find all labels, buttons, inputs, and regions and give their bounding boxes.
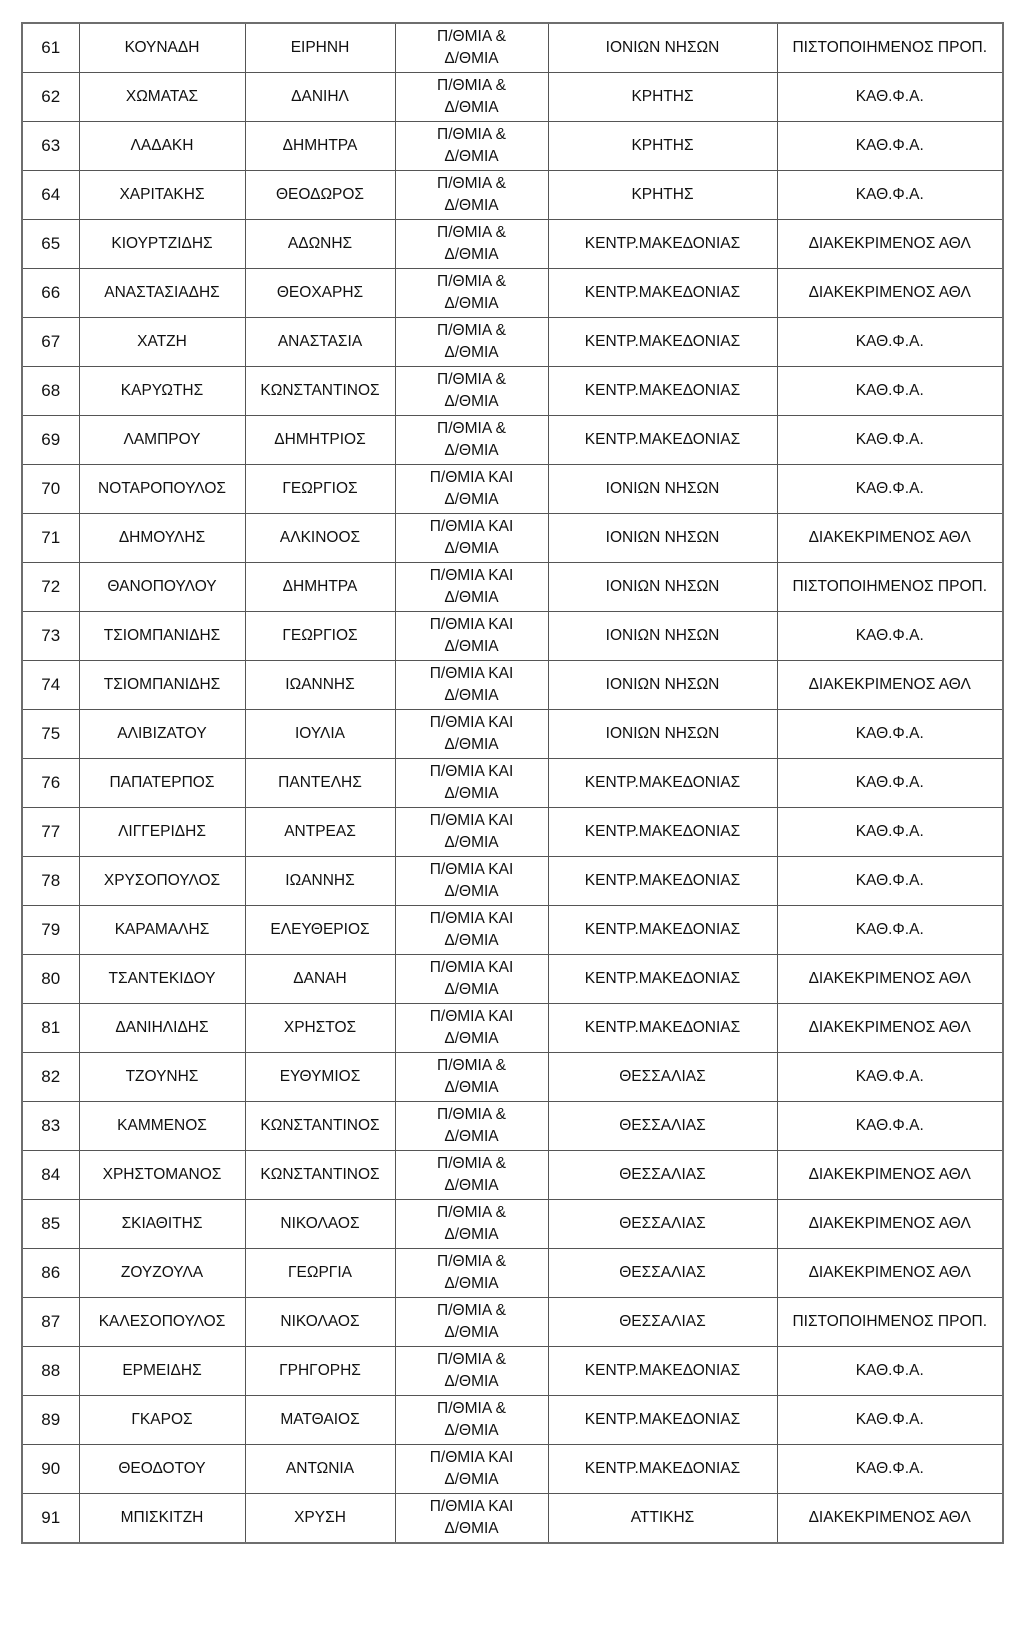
cell-first-name: ΙΩΑΝΝΗΣ (245, 857, 395, 906)
cell-region: ΚΕΝΤΡ.ΜΑΚΕΔΟΝΙΑΣ (548, 220, 777, 269)
cell-row-number: 85 (22, 1200, 79, 1249)
cell-education-level: Π/ΘΜΙΑ ΚΑΙ Δ/ΘΜΙΑ (395, 710, 548, 759)
table-row (22, 73, 1003, 122)
cell-region: ΘΕΣΣΑΛΙΑΣ (548, 1249, 777, 1298)
cell-surname: ΚΑΡΑΜΑΛΗΣ (79, 906, 245, 955)
cell-education-level: Π/ΘΜΙΑ & Δ/ΘΜΙΑ (395, 367, 548, 416)
cell-category: ΔΙΑΚΕΚΡΙΜΕΝΟΣ ΑΘΛ (777, 220, 1003, 269)
cell-first-name: ΕΙΡΗΝΗ (245, 23, 395, 73)
table-row (22, 857, 1003, 906)
cell-surname: ΚΑΡΥΩΤΗΣ (79, 367, 245, 416)
cell-category: ΔΙΑΚΕΚΡΙΜΕΝΟΣ ΑΘΛ (777, 1151, 1003, 1200)
table-row (22, 906, 1003, 955)
cell-category: ΚΑΘ.Φ.Α. (777, 1053, 1003, 1102)
cell-surname: ΑΝΑΣΤΑΣΙΑΔΗΣ (79, 269, 245, 318)
cell-category: ΚΑΘ.Φ.Α. (777, 1102, 1003, 1151)
cell-education-level: Π/ΘΜΙΑ & Δ/ΘΜΙΑ (395, 171, 548, 220)
cell-first-name: ΚΩΝΣΤΑΝΤΙΝΟΣ (245, 1151, 395, 1200)
cell-category: ΚΑΘ.Φ.Α. (777, 808, 1003, 857)
cell-surname: ΧΑΡΙΤΑΚΗΣ (79, 171, 245, 220)
cell-surname: ΚΑΜΜΕΝΟΣ (79, 1102, 245, 1151)
cell-education-level: Π/ΘΜΙΑ & Δ/ΘΜΙΑ (395, 1053, 548, 1102)
table-row (22, 955, 1003, 1004)
cell-row-number: 74 (22, 661, 79, 710)
table-row (22, 710, 1003, 759)
cell-row-number: 75 (22, 710, 79, 759)
cell-education-level: Π/ΘΜΙΑ ΚΑΙ Δ/ΘΜΙΑ (395, 759, 548, 808)
cell-region: ΙΟΝΙΩΝ ΝΗΣΩΝ (548, 563, 777, 612)
table-row (22, 122, 1003, 171)
cell-first-name: ΑΝΑΣΤΑΣΙΑ (245, 318, 395, 367)
cell-region: ΚΕΝΤΡ.ΜΑΚΕΔΟΝΙΑΣ (548, 1396, 777, 1445)
table-row (22, 171, 1003, 220)
cell-category: ΚΑΘ.Φ.Α. (777, 367, 1003, 416)
table-row (22, 1347, 1003, 1396)
cell-surname: ΚΟΥΝΑΔΗ (79, 23, 245, 73)
cell-first-name: ΙΩΑΝΝΗΣ (245, 661, 395, 710)
cell-region: ΙΟΝΙΩΝ ΝΗΣΩΝ (548, 710, 777, 759)
cell-surname: ΚΑΛΕΣΟΠΟΥΛΟΣ (79, 1298, 245, 1347)
cell-surname: ΔΑΝΙΗΛΙΔΗΣ (79, 1004, 245, 1053)
cell-education-level: Π/ΘΜΙΑ & Δ/ΘΜΙΑ (395, 1200, 548, 1249)
table-row (22, 1396, 1003, 1445)
cell-region: ΚΕΝΤΡ.ΜΑΚΕΔΟΝΙΑΣ (548, 318, 777, 367)
cell-category: ΔΙΑΚΕΚΡΙΜΕΝΟΣ ΑΘΛ (777, 955, 1003, 1004)
cell-surname: ΛΑΔΑΚΗ (79, 122, 245, 171)
table-row (22, 1151, 1003, 1200)
cell-region: ΙΟΝΙΩΝ ΝΗΣΩΝ (548, 661, 777, 710)
cell-row-number: 72 (22, 563, 79, 612)
cell-region: ΘΕΣΣΑΛΙΑΣ (548, 1151, 777, 1200)
cell-first-name: ΔΗΜΗΤΡΑ (245, 122, 395, 171)
cell-education-level: Π/ΘΜΙΑ ΚΑΙ Δ/ΘΜΙΑ (395, 563, 548, 612)
cell-row-number: 62 (22, 73, 79, 122)
table-row (22, 318, 1003, 367)
cell-row-number: 84 (22, 1151, 79, 1200)
cell-category: ΚΑΘ.Φ.Α. (777, 73, 1003, 122)
cell-education-level: Π/ΘΜΙΑ & Δ/ΘΜΙΑ (395, 122, 548, 171)
cell-category: ΚΑΘ.Φ.Α. (777, 122, 1003, 171)
cell-region: ΙΟΝΙΩΝ ΝΗΣΩΝ (548, 23, 777, 73)
cell-category: ΔΙΑΚΕΚΡΙΜΕΝΟΣ ΑΘΛ (777, 269, 1003, 318)
cell-row-number: 76 (22, 759, 79, 808)
cell-first-name: ΝΙΚΟΛΑΟΣ (245, 1200, 395, 1249)
table-row (22, 1102, 1003, 1151)
cell-first-name: ΧΡΥΣΗ (245, 1494, 395, 1544)
cell-surname: ΓΚΑΡΟΣ (79, 1396, 245, 1445)
cell-category: ΠΙΣΤΟΠΟΙΗΜΕΝΟΣ ΠΡΟΠ. (777, 1298, 1003, 1347)
table-row (22, 416, 1003, 465)
cell-row-number: 65 (22, 220, 79, 269)
cell-first-name: ΠΑΝΤΕΛΗΣ (245, 759, 395, 808)
cell-first-name: ΜΑΤΘΑΙΟΣ (245, 1396, 395, 1445)
cell-category: ΚΑΘ.Φ.Α. (777, 465, 1003, 514)
cell-row-number: 71 (22, 514, 79, 563)
cell-first-name: ΑΛΚΙΝΟΟΣ (245, 514, 395, 563)
cell-region: ΚΕΝΤΡ.ΜΑΚΕΔΟΝΙΑΣ (548, 367, 777, 416)
cell-education-level: Π/ΘΜΙΑ & Δ/ΘΜΙΑ (395, 1396, 548, 1445)
cell-surname: ΤΖΟΥΝΗΣ (79, 1053, 245, 1102)
cell-category: ΔΙΑΚΕΚΡΙΜΕΝΟΣ ΑΘΛ (777, 1200, 1003, 1249)
cell-first-name: ΓΡΗΓΟΡΗΣ (245, 1347, 395, 1396)
table-row (22, 220, 1003, 269)
cell-row-number: 67 (22, 318, 79, 367)
cell-first-name: ΓΕΩΡΓΙΟΣ (245, 612, 395, 661)
cell-surname: ΤΣΙΟΜΠΑΝΙΔΗΣ (79, 612, 245, 661)
cell-education-level: Π/ΘΜΙΑ & Δ/ΘΜΙΑ (395, 1249, 548, 1298)
cell-education-level: Π/ΘΜΙΑ & Δ/ΘΜΙΑ (395, 1102, 548, 1151)
cell-surname: ΠΑΠΑΤΕΡΠΟΣ (79, 759, 245, 808)
cell-surname: ΖΟΥΖΟΥΛΑ (79, 1249, 245, 1298)
table-row (22, 563, 1003, 612)
cell-education-level: Π/ΘΜΙΑ ΚΑΙ Δ/ΘΜΙΑ (395, 661, 548, 710)
cell-education-level: Π/ΘΜΙΑ ΚΑΙ Δ/ΘΜΙΑ (395, 955, 548, 1004)
cell-region: ΚΕΝΤΡ.ΜΑΚΕΔΟΝΙΑΣ (548, 906, 777, 955)
cell-row-number: 79 (22, 906, 79, 955)
cell-category: ΚΑΘ.Φ.Α. (777, 1396, 1003, 1445)
cell-category: ΠΙΣΤΟΠΟΙΗΜΕΝΟΣ ΠΡΟΠ. (777, 23, 1003, 73)
cell-region: ΘΕΣΣΑΛΙΑΣ (548, 1298, 777, 1347)
cell-region: ΚΕΝΤΡ.ΜΑΚΕΔΟΝΙΑΣ (548, 1347, 777, 1396)
cell-surname: ΤΣΙΟΜΠΑΝΙΔΗΣ (79, 661, 245, 710)
cell-surname: ΧΡΥΣΟΠΟΥΛΟΣ (79, 857, 245, 906)
cell-education-level: Π/ΘΜΙΑ ΚΑΙ Δ/ΘΜΙΑ (395, 906, 548, 955)
cell-education-level: Π/ΘΜΙΑ ΚΑΙ Δ/ΘΜΙΑ (395, 1494, 548, 1544)
cell-region: ΘΕΣΣΑΛΙΑΣ (548, 1053, 777, 1102)
cell-education-level: Π/ΘΜΙΑ & Δ/ΘΜΙΑ (395, 416, 548, 465)
table-row (22, 1298, 1003, 1347)
cell-education-level: Π/ΘΜΙΑ ΚΑΙ Δ/ΘΜΙΑ (395, 808, 548, 857)
cell-row-number: 66 (22, 269, 79, 318)
table-row (22, 1200, 1003, 1249)
cell-region: ΚΡΗΤΗΣ (548, 73, 777, 122)
table-row (22, 23, 1003, 73)
cell-education-level: Π/ΘΜΙΑ & Δ/ΘΜΙΑ (395, 220, 548, 269)
cell-education-level: Π/ΘΜΙΑ & Δ/ΘΜΙΑ (395, 1347, 548, 1396)
cell-row-number: 87 (22, 1298, 79, 1347)
cell-category: ΔΙΑΚΕΚΡΙΜΕΝΟΣ ΑΘΛ (777, 661, 1003, 710)
cell-region: ΚΡΗΤΗΣ (548, 171, 777, 220)
cell-education-level: Π/ΘΜΙΑ & Δ/ΘΜΙΑ (395, 73, 548, 122)
table-row (22, 808, 1003, 857)
cell-category: ΚΑΘ.Φ.Α. (777, 759, 1003, 808)
cell-row-number: 70 (22, 465, 79, 514)
cell-first-name: ΔΗΜΗΤΡΑ (245, 563, 395, 612)
cell-surname: ΘΕΟΔΟΤΟΥ (79, 1445, 245, 1494)
cell-first-name: ΙΟΥΛΙΑ (245, 710, 395, 759)
cell-category: ΚΑΘ.Φ.Α. (777, 318, 1003, 367)
cell-surname: ΧΡΗΣΤΟΜΑΝΟΣ (79, 1151, 245, 1200)
cell-education-level: Π/ΘΜΙΑ ΚΑΙ Δ/ΘΜΙΑ (395, 465, 548, 514)
cell-category: ΠΙΣΤΟΠΟΙΗΜΕΝΟΣ ΠΡΟΠ. (777, 563, 1003, 612)
cell-row-number: 63 (22, 122, 79, 171)
table-row (22, 514, 1003, 563)
cell-surname: ΜΠΙΣΚΙΤΖΗ (79, 1494, 245, 1544)
cell-education-level: Π/ΘΜΙΑ ΚΑΙ Δ/ΘΜΙΑ (395, 514, 548, 563)
cell-first-name: ΝΙΚΟΛΑΟΣ (245, 1298, 395, 1347)
table-row (22, 759, 1003, 808)
cell-category: ΔΙΑΚΕΚΡΙΜΕΝΟΣ ΑΘΛ (777, 1249, 1003, 1298)
cell-surname: ΔΗΜΟΥΛΗΣ (79, 514, 245, 563)
table-row (22, 1053, 1003, 1102)
cell-education-level: Π/ΘΜΙΑ & Δ/ΘΜΙΑ (395, 23, 548, 73)
cell-first-name: ΔΑΝΙΗΛ (245, 73, 395, 122)
cell-surname: ΑΛΙΒΙΖΑΤΟΥ (79, 710, 245, 759)
cell-category: ΔΙΑΚΕΚΡΙΜΕΝΟΣ ΑΘΛ (777, 1004, 1003, 1053)
table-row (22, 612, 1003, 661)
cell-first-name: ΓΕΩΡΓΙΑ (245, 1249, 395, 1298)
cell-region: ΚΕΝΤΡ.ΜΑΚΕΔΟΝΙΑΣ (548, 1445, 777, 1494)
cell-first-name: ΘΕΟΔΩΡΟΣ (245, 171, 395, 220)
cell-row-number: 82 (22, 1053, 79, 1102)
cell-first-name: ΑΝΤΡΕΑΣ (245, 808, 395, 857)
table-row (22, 465, 1003, 514)
cell-category: ΚΑΘ.Φ.Α. (777, 171, 1003, 220)
table-row (22, 1494, 1003, 1544)
cell-row-number: 77 (22, 808, 79, 857)
cell-category: ΚΑΘ.Φ.Α. (777, 1347, 1003, 1396)
table-row (22, 1445, 1003, 1494)
cell-region: ΚΕΝΤΡ.ΜΑΚΕΔΟΝΙΑΣ (548, 1004, 777, 1053)
cell-row-number: 89 (22, 1396, 79, 1445)
table-row (22, 367, 1003, 416)
cell-education-level: Π/ΘΜΙΑ ΚΑΙ Δ/ΘΜΙΑ (395, 1004, 548, 1053)
table-row (22, 1249, 1003, 1298)
cell-first-name: ΔΗΜΗΤΡΙΟΣ (245, 416, 395, 465)
cell-surname: ΤΣΑΝΤΕΚΙΔΟΥ (79, 955, 245, 1004)
cell-row-number: 81 (22, 1004, 79, 1053)
cell-surname: ΕΡΜΕΙΔΗΣ (79, 1347, 245, 1396)
cell-row-number: 78 (22, 857, 79, 906)
cell-region: ΙΟΝΙΩΝ ΝΗΣΩΝ (548, 612, 777, 661)
cell-row-number: 64 (22, 171, 79, 220)
table-row (22, 1004, 1003, 1053)
cell-row-number: 83 (22, 1102, 79, 1151)
cell-education-level: Π/ΘΜΙΑ & Δ/ΘΜΙΑ (395, 269, 548, 318)
cell-region: ΚΕΝΤΡ.ΜΑΚΕΔΟΝΙΑΣ (548, 759, 777, 808)
cell-education-level: Π/ΘΜΙΑ & Δ/ΘΜΙΑ (395, 318, 548, 367)
cell-first-name: ΧΡΗΣΤΟΣ (245, 1004, 395, 1053)
cell-education-level: Π/ΘΜΙΑ ΚΑΙ Δ/ΘΜΙΑ (395, 857, 548, 906)
cell-first-name: ΘΕΟΧΑΡΗΣ (245, 269, 395, 318)
cell-row-number: 68 (22, 367, 79, 416)
cell-region: ΙΟΝΙΩΝ ΝΗΣΩΝ (548, 465, 777, 514)
cell-region: ΚΕΝΤΡ.ΜΑΚΕΔΟΝΙΑΣ (548, 955, 777, 1004)
cell-region: ΚΕΝΤΡ.ΜΑΚΕΔΟΝΙΑΣ (548, 808, 777, 857)
roster-table-body (22, 23, 1003, 1543)
cell-row-number: 86 (22, 1249, 79, 1298)
roster-table (21, 22, 1004, 1544)
cell-region: ΚΡΗΤΗΣ (548, 122, 777, 171)
cell-surname: ΣΚΙΑΘΙΤΗΣ (79, 1200, 245, 1249)
cell-region: ΘΕΣΣΑΛΙΑΣ (548, 1200, 777, 1249)
cell-surname: ΧΩΜΑΤΑΣ (79, 73, 245, 122)
cell-education-level: Π/ΘΜΙΑ & Δ/ΘΜΙΑ (395, 1298, 548, 1347)
cell-category: ΔΙΑΚΕΚΡΙΜΕΝΟΣ ΑΘΛ (777, 514, 1003, 563)
table-row (22, 661, 1003, 710)
cell-education-level: Π/ΘΜΙΑ & Δ/ΘΜΙΑ (395, 1151, 548, 1200)
cell-region: ΚΕΝΤΡ.ΜΑΚΕΔΟΝΙΑΣ (548, 857, 777, 906)
cell-first-name: ΕΥΘΥΜΙΟΣ (245, 1053, 395, 1102)
cell-region: ΑΤΤΙΚΗΣ (548, 1494, 777, 1544)
cell-education-level: Π/ΘΜΙΑ ΚΑΙ Δ/ΘΜΙΑ (395, 612, 548, 661)
cell-category: ΚΑΘ.Φ.Α. (777, 906, 1003, 955)
cell-row-number: 69 (22, 416, 79, 465)
cell-region: ΚΕΝΤΡ.ΜΑΚΕΔΟΝΙΑΣ (548, 269, 777, 318)
cell-education-level: Π/ΘΜΙΑ ΚΑΙ Δ/ΘΜΙΑ (395, 1445, 548, 1494)
cell-row-number: 61 (22, 23, 79, 73)
table-row (22, 269, 1003, 318)
cell-region: ΚΕΝΤΡ.ΜΑΚΕΔΟΝΙΑΣ (548, 416, 777, 465)
cell-surname: ΘΑΝΟΠΟΥΛΟΥ (79, 563, 245, 612)
cell-first-name: ΚΩΝΣΤΑΝΤΙΝΟΣ (245, 1102, 395, 1151)
cell-row-number: 90 (22, 1445, 79, 1494)
cell-category: ΚΑΘ.Φ.Α. (777, 612, 1003, 661)
cell-first-name: ΓΕΩΡΓΙΟΣ (245, 465, 395, 514)
cell-surname: ΚΙΟΥΡΤΖΙΔΗΣ (79, 220, 245, 269)
cell-category: ΔΙΑΚΕΚΡΙΜΕΝΟΣ ΑΘΛ (777, 1494, 1003, 1544)
cell-row-number: 88 (22, 1347, 79, 1396)
cell-row-number: 73 (22, 612, 79, 661)
cell-first-name: ΑΔΩΝΗΣ (245, 220, 395, 269)
cell-surname: ΛΑΜΠΡΟΥ (79, 416, 245, 465)
cell-surname: ΧΑΤΖΗ (79, 318, 245, 367)
cell-first-name: ΕΛΕΥΘΕΡΙΟΣ (245, 906, 395, 955)
cell-region: ΘΕΣΣΑΛΙΑΣ (548, 1102, 777, 1151)
cell-row-number: 91 (22, 1494, 79, 1544)
cell-first-name: ΚΩΝΣΤΑΝΤΙΝΟΣ (245, 367, 395, 416)
cell-surname: ΝΟΤΑΡΟΠΟΥΛΟΣ (79, 465, 245, 514)
cell-category: ΚΑΘ.Φ.Α. (777, 416, 1003, 465)
cell-category: ΚΑΘ.Φ.Α. (777, 857, 1003, 906)
cell-first-name: ΑΝΤΩΝΙΑ (245, 1445, 395, 1494)
cell-surname: ΛΙΓΓΕΡΙΔΗΣ (79, 808, 245, 857)
cell-category: ΚΑΘ.Φ.Α. (777, 710, 1003, 759)
cell-region: ΙΟΝΙΩΝ ΝΗΣΩΝ (548, 514, 777, 563)
cell-first-name: ΔΑΝΑΗ (245, 955, 395, 1004)
cell-row-number: 80 (22, 955, 79, 1004)
cell-category: ΚΑΘ.Φ.Α. (777, 1445, 1003, 1494)
